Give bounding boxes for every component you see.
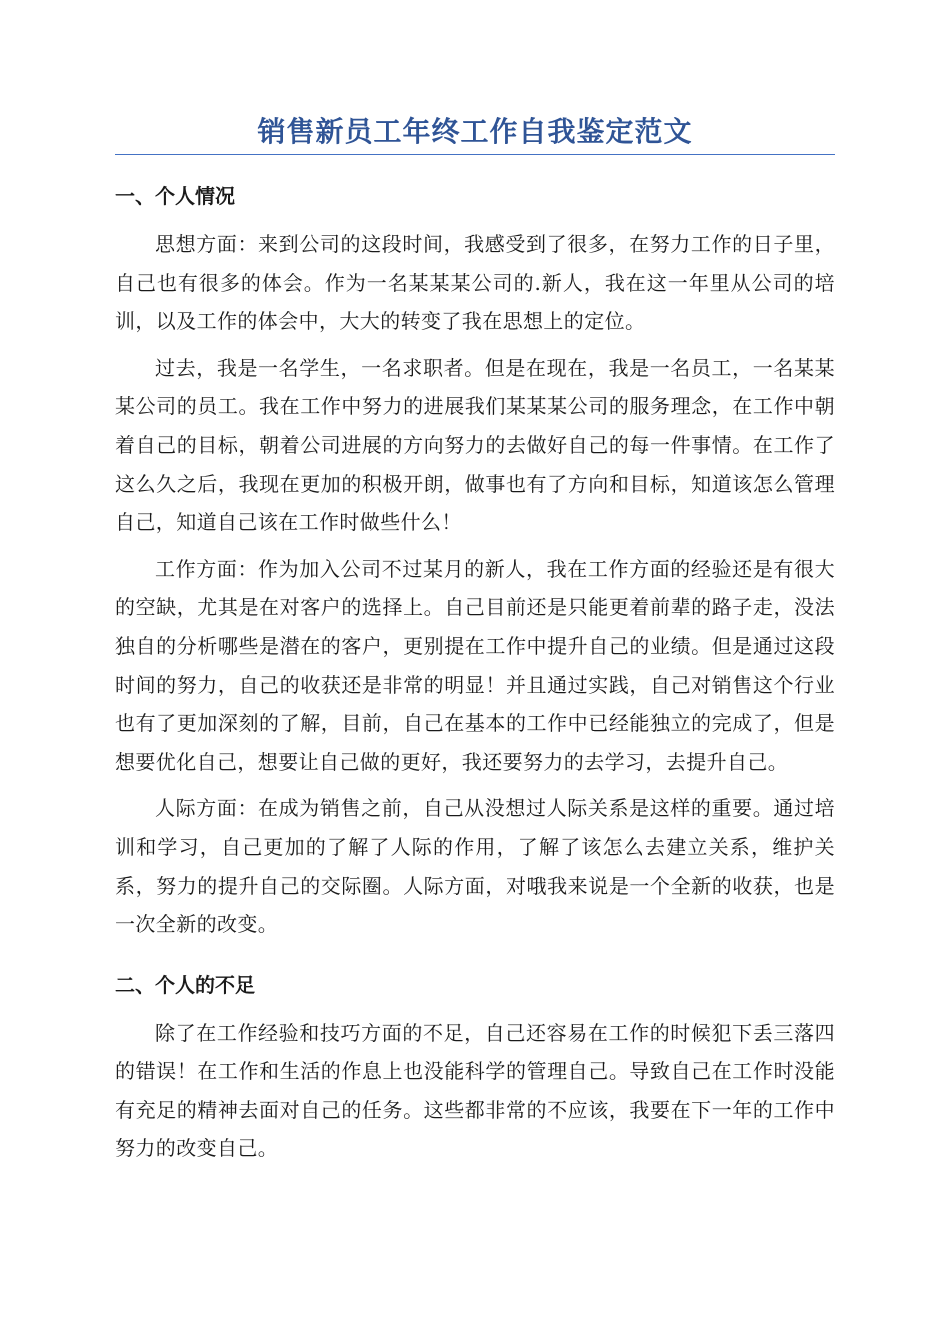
document-page: [115, 112, 835, 1176]
section-heading: 二、个人的不足: [115, 972, 255, 997]
paragraph-work: 工作方面：作为加入公司不过某月的新人，我在工作方面的经验还是有很大的空缺，尤其是在对客户的选择上。自己目前还是只能更着前辈的路子走，没法独自的分析哪些是潜在的客户，更别提在工作中提升自己的业绩。但是通过这段时间的努力，自己的收获还是非常的明显！并且通过实践，自己对销售这个行业也有了更加深刻的了解，目前，自己在基本的工作中已经能独立的完成了，但是想要优化自己，想要让自己做的更好，我还要努力的去学习，去提升自己。: [115, 556, 835, 774]
section-shortcomings: [115, 970, 835, 1168]
document-title: 销售新员工年终工作自我鉴定范文: [115, 112, 835, 155]
section-heading: 一、个人情况: [115, 184, 235, 208]
paragraph-interpersonal: 人际方面：在成为销售之前，自己从没想过人际关系是这样的重要。通过培训和学习，自己更加的了解了人际的作用，了解了该怎么去建立关系，维护关系，努力的提升自己的交际圈。人际方面，对哦我来说是一个全新的收获，也是一次全新的改变。: [115, 796, 835, 937]
paragraph-thought: 思想方面：来到公司的这段时间，我感受到了很多，在努力工作的日子里，自己也有很多的体会。作为一名某某某公司的.新人，我在这一年里从公司的培训，以及工作的体会中，大大的转变了我在思想上的定位。: [115, 232, 835, 334]
paragraph-shortcomings: 除了在工作经验和技巧方面的不足，自己还容易在工作的时候犯下丢三落四的错误！在工作和生活的作息上也没能科学的管理自己。导致自己在工作时没能有充足的精神去面对自己的任务。这些都非常的不应该，我要在下一年的工作中努力的改变自己。: [115, 1020, 835, 1161]
paragraph-past: 过去，我是一名学生，一名求职者。但是在现在，我是一名员工，一名某某某公司的员工。我在工作中努力的进展我们某某某公司的服务理念，在工作中朝着自己的目标，朝着公司进展的方向努力的去做好自己的每一件事情。在工作了这么久之后，我现在更加的积极开朗，做事也有了方向和目标，知道该怎么管理自己，知道自己该在工作时做些什么！: [115, 355, 835, 535]
section-personal-situation: [115, 181, 835, 944]
